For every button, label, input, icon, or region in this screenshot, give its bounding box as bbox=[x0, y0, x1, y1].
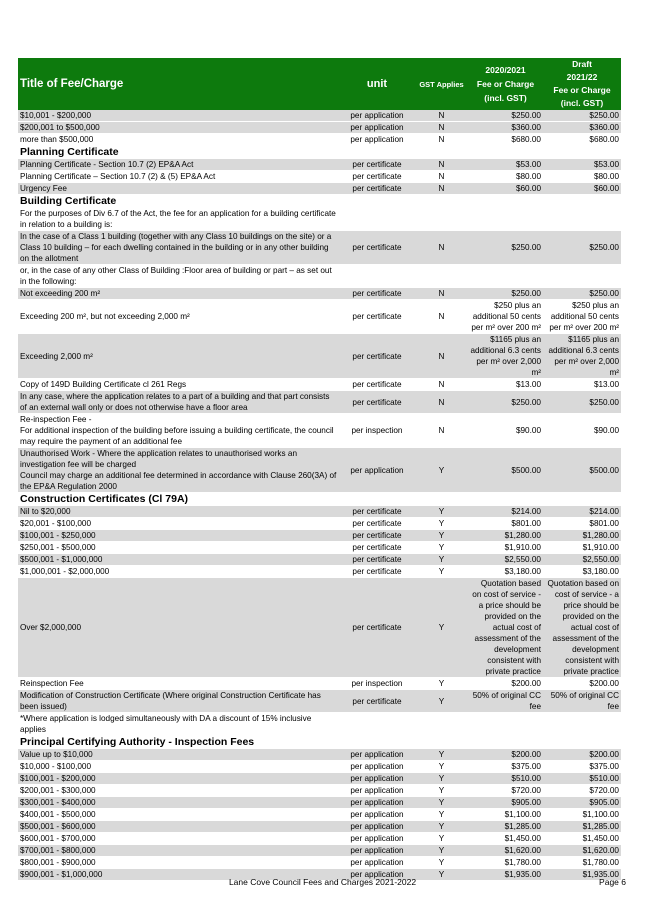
fee-2021-22-cell: $60.00 bbox=[543, 183, 621, 195]
gst-cell: Y bbox=[415, 506, 468, 518]
fee-2020-21-cell: $13.00 bbox=[468, 379, 543, 391]
table-row bbox=[18, 833, 621, 845]
fee-2021-22-cell: $250.00 bbox=[543, 288, 621, 300]
table-row bbox=[18, 749, 621, 761]
fee-2020-21-cell: $1,100.00 bbox=[468, 809, 543, 821]
gst-cell bbox=[415, 265, 468, 288]
fee-2020-21-cell bbox=[468, 713, 543, 736]
unit-cell: per certificate bbox=[339, 159, 415, 171]
unit-cell: per certificate bbox=[339, 334, 415, 379]
fee-2021-22-cell bbox=[543, 265, 621, 288]
table-row bbox=[18, 448, 621, 493]
fee-2021-22-cell: $250.00 bbox=[543, 231, 621, 265]
fees-table-body bbox=[18, 110, 621, 881]
fee-title-cell: $10,000 - $100,000 bbox=[18, 761, 339, 773]
table-row bbox=[18, 414, 621, 448]
unit-cell: per certificate bbox=[339, 690, 415, 713]
section-heading-row bbox=[18, 493, 621, 507]
fee-2021-22-cell bbox=[543, 713, 621, 736]
fee-2020-21-cell: $510.00 bbox=[468, 773, 543, 785]
fee-title-cell: $400,001 - $500,000 bbox=[18, 809, 339, 821]
gst-cell: Y bbox=[415, 578, 468, 678]
table-row bbox=[18, 183, 621, 195]
unit-cell: per certificate bbox=[339, 288, 415, 300]
unit-cell: per certificate bbox=[339, 391, 415, 414]
fee-title-cell: $600,001 - $700,000 bbox=[18, 833, 339, 845]
table-row bbox=[18, 761, 621, 773]
gst-cell: N bbox=[415, 231, 468, 265]
fee-2021-22-cell: $53.00 bbox=[543, 159, 621, 171]
gst-cell: Y bbox=[415, 530, 468, 542]
gst-cell: Y bbox=[415, 448, 468, 493]
table-row bbox=[18, 122, 621, 134]
unit-cell bbox=[339, 713, 415, 736]
fee-title-cell: Urgency Fee bbox=[18, 183, 339, 195]
table-row bbox=[18, 300, 621, 334]
table-row bbox=[18, 208, 621, 231]
unit-cell: per certificate bbox=[339, 231, 415, 265]
fee-2020-21-cell: $680.00 bbox=[468, 134, 543, 146]
gst-cell: N bbox=[415, 300, 468, 334]
gst-cell: Y bbox=[415, 761, 468, 773]
fee-2021-22-cell: $80.00 bbox=[543, 171, 621, 183]
unit-cell: per certificate bbox=[339, 506, 415, 518]
fee-title-cell: $20,001 - $100,000 bbox=[18, 518, 339, 530]
fee-2021-22-cell: $200.00 bbox=[543, 749, 621, 761]
fee-title-cell: Not exceeding 200 m² bbox=[18, 288, 339, 300]
header-fee-2021-22 bbox=[543, 58, 621, 110]
gst-cell: Y bbox=[415, 542, 468, 554]
unit-cell: per certificate bbox=[339, 171, 415, 183]
fee-2021-22-cell: $720.00 bbox=[543, 785, 621, 797]
fee-2021-22-cell: $1165 plus an additional 6.3 cents per m² over 2,000 m² bbox=[543, 334, 621, 379]
gst-cell: Y bbox=[415, 797, 468, 809]
fee-2021-22-cell: $500.00 bbox=[543, 448, 621, 493]
table-row bbox=[18, 690, 621, 713]
fee-2020-21-cell: $360.00 bbox=[468, 122, 543, 134]
gst-cell: N bbox=[415, 414, 468, 448]
unit-cell bbox=[339, 265, 415, 288]
fee-2020-21-cell: $801.00 bbox=[468, 518, 543, 530]
unit-cell: per application bbox=[339, 134, 415, 146]
fee-2020-21-cell: 50% of original CC fee bbox=[468, 690, 543, 713]
unit-cell: per certificate bbox=[339, 300, 415, 334]
fee-2020-21-cell: $200.00 bbox=[468, 749, 543, 761]
table-row bbox=[18, 171, 621, 183]
table-row bbox=[18, 134, 621, 146]
fee-title-cell: $200,001 - $300,000 bbox=[18, 785, 339, 797]
fee-2021-22-cell: $510.00 bbox=[543, 773, 621, 785]
table-row bbox=[18, 809, 621, 821]
fee-2020-21-cell: $250.00 bbox=[468, 110, 543, 122]
unit-cell: per application bbox=[339, 833, 415, 845]
fee-title-cell: Re-inspection Fee - For additional inspection of the building before issuing a building certificate, the council may require the payment of an additional fee bbox=[18, 414, 339, 448]
table-row bbox=[18, 506, 621, 518]
fee-2021-22-cell: Quotation based on cost of service - a price should be provided on the actual cost of assessment of the development consistent with private practice bbox=[543, 578, 621, 678]
unit-cell: per inspection bbox=[339, 414, 415, 448]
gst-cell: Y bbox=[415, 833, 468, 845]
fee-2021-22-cell: $250.00 bbox=[543, 110, 621, 122]
header-gst: GST Applies bbox=[415, 58, 468, 110]
fee-title-cell: $100,001 - $200,000 bbox=[18, 773, 339, 785]
fee-title-cell: *Where application is lodged simultaneously with DA a discount of 15% inclusive applies bbox=[18, 713, 339, 736]
table-header-row bbox=[18, 58, 621, 110]
fee-title-cell: Value up to $10,000 bbox=[18, 749, 339, 761]
table-row bbox=[18, 391, 621, 414]
fee-2020-21-cell: $2,550.00 bbox=[468, 554, 543, 566]
fee-2021-22-cell: $214.00 bbox=[543, 506, 621, 518]
fee-2021-22-cell: $1,935.00 bbox=[543, 869, 621, 881]
table-row bbox=[18, 821, 621, 833]
table-row bbox=[18, 379, 621, 391]
fee-2021-22-cell: $801.00 bbox=[543, 518, 621, 530]
header-fee-2021-22-line: (incl. GST) bbox=[560, 98, 604, 108]
table-row bbox=[18, 530, 621, 542]
fee-2020-21-cell bbox=[468, 208, 543, 231]
table-row bbox=[18, 785, 621, 797]
fee-title-cell: Exceeding 200 m², but not exceeding 2,000 m² bbox=[18, 300, 339, 334]
gst-cell: Y bbox=[415, 845, 468, 857]
unit-cell: per application bbox=[339, 857, 415, 869]
unit-cell: per application bbox=[339, 797, 415, 809]
fee-title-cell: For the purposes of Div 6.7 of the Act, the fee for an application for a building certificate in relation to a building is: bbox=[18, 208, 339, 231]
fee-2020-21-cell bbox=[468, 265, 543, 288]
fee-2020-21-cell: $1,620.00 bbox=[468, 845, 543, 857]
fee-title-cell: Copy of 149D Building Certificate cl 261 Regs bbox=[18, 379, 339, 391]
unit-cell: per application bbox=[339, 821, 415, 833]
gst-cell: N bbox=[415, 391, 468, 414]
fee-title-cell: $700,001 - $800,000 bbox=[18, 845, 339, 857]
fee-2020-21-cell: $60.00 bbox=[468, 183, 543, 195]
unit-cell: per application bbox=[339, 773, 415, 785]
fees-table bbox=[18, 58, 621, 881]
gst-cell: Y bbox=[415, 690, 468, 713]
fee-2020-21-cell: $1,280.00 bbox=[468, 530, 543, 542]
fee-2021-22-cell: $1,280.00 bbox=[543, 530, 621, 542]
fee-2020-21-cell: $80.00 bbox=[468, 171, 543, 183]
page-number: Page 6 bbox=[599, 877, 626, 887]
fee-2020-21-cell: $1,780.00 bbox=[468, 857, 543, 869]
gst-cell: Y bbox=[415, 821, 468, 833]
fee-title-cell: Modification of Construction Certificate (Where original Construction Certificate has been issued) bbox=[18, 690, 339, 713]
header-title: Title of Fee/Charge bbox=[18, 58, 339, 110]
fee-2021-22-cell: $905.00 bbox=[543, 797, 621, 809]
fee-2020-21-cell: $1,935.00 bbox=[468, 869, 543, 881]
gst-cell: N bbox=[415, 159, 468, 171]
fee-2021-22-cell: $1,620.00 bbox=[543, 845, 621, 857]
fee-2021-22-cell: $1,780.00 bbox=[543, 857, 621, 869]
fee-2020-21-cell: $1,285.00 bbox=[468, 821, 543, 833]
fee-2020-21-cell: Quotation based on cost of service - a price should be provided on the actual cost of assessment of the development consistent with private practice bbox=[468, 578, 543, 678]
section-heading-row bbox=[18, 736, 621, 750]
fee-2021-22-cell: $3,180.00 bbox=[543, 566, 621, 578]
table-row bbox=[18, 334, 621, 379]
fee-title-cell: $800,001 - $900,000 bbox=[18, 857, 339, 869]
unit-cell: per certificate bbox=[339, 554, 415, 566]
fee-2020-21-cell: $250.00 bbox=[468, 231, 543, 265]
fee-2021-22-cell: $2,550.00 bbox=[543, 554, 621, 566]
header-fee-2020-21-line: Fee or Charge bbox=[476, 79, 535, 89]
fee-title-cell: $300,001 - $400,000 bbox=[18, 797, 339, 809]
table-row bbox=[18, 773, 621, 785]
fee-2021-22-cell: $1,910.00 bbox=[543, 542, 621, 554]
fee-title-cell: $100,001 - $250,000 bbox=[18, 530, 339, 542]
fee-title-cell: Nil to $20,000 bbox=[18, 506, 339, 518]
fee-2020-21-cell: $214.00 bbox=[468, 506, 543, 518]
gst-cell: Y bbox=[415, 773, 468, 785]
gst-cell: N bbox=[415, 379, 468, 391]
table-row bbox=[18, 857, 621, 869]
gst-cell: Y bbox=[415, 749, 468, 761]
fee-2021-22-cell: $250.00 bbox=[543, 391, 621, 414]
fee-2020-21-cell: $250.00 bbox=[468, 288, 543, 300]
fee-title-cell: $10,001 - $200,000 bbox=[18, 110, 339, 122]
unit-cell: per certificate bbox=[339, 542, 415, 554]
fee-2021-22-cell: $90.00 bbox=[543, 414, 621, 448]
fee-2020-21-cell: $500.00 bbox=[468, 448, 543, 493]
fee-2021-22-cell: $1,285.00 bbox=[543, 821, 621, 833]
gst-cell: Y bbox=[415, 518, 468, 530]
fee-2020-21-cell: $53.00 bbox=[468, 159, 543, 171]
fee-2020-21-cell: $250.00 bbox=[468, 391, 543, 414]
unit-cell: per certificate bbox=[339, 530, 415, 542]
gst-cell: Y bbox=[415, 857, 468, 869]
unit-cell: per application bbox=[339, 869, 415, 881]
gst-cell bbox=[415, 208, 468, 231]
table-row bbox=[18, 110, 621, 122]
gst-cell: N bbox=[415, 134, 468, 146]
table-row bbox=[18, 554, 621, 566]
section-heading-row bbox=[18, 195, 621, 209]
fee-title-cell: Planning Certificate – Section 10.7 (2) & (5) EP&A Act bbox=[18, 171, 339, 183]
gst-cell: N bbox=[415, 334, 468, 379]
table-row bbox=[18, 231, 621, 265]
fee-title-cell: Over $2,000,000 bbox=[18, 578, 339, 678]
fee-2020-21-cell: $3,180.00 bbox=[468, 566, 543, 578]
fee-2020-21-cell: $1,450.00 bbox=[468, 833, 543, 845]
unit-cell: per application bbox=[339, 749, 415, 761]
gst-cell: N bbox=[415, 288, 468, 300]
fee-title-cell: Unauthorised Work - Where the application relates to unauthorised works an investigation fee will be charged Council may charge an additional fee determined in accordance with Clause 260(3A) of the EP&A Regulation 2000 bbox=[18, 448, 339, 493]
fee-2021-22-cell: $250 plus an additional 50 cents per m² over 200 m² bbox=[543, 300, 621, 334]
gst-cell bbox=[415, 713, 468, 736]
gst-cell: Y bbox=[415, 785, 468, 797]
table-row bbox=[18, 542, 621, 554]
table-row bbox=[18, 845, 621, 857]
table-row bbox=[18, 518, 621, 530]
gst-cell: Y bbox=[415, 809, 468, 821]
fee-title-cell: $900,001 - $1,000,000 bbox=[18, 869, 339, 881]
fee-title-cell: $500,001 - $1,000,000 bbox=[18, 554, 339, 566]
table-row bbox=[18, 713, 621, 736]
footer-title: Lane Cove Council Fees and Charges 2021-2022 bbox=[228, 877, 417, 887]
fee-2020-21-cell: $250 plus an additional 50 cents per m² over 200 m² bbox=[468, 300, 543, 334]
table-row bbox=[18, 678, 621, 690]
unit-cell: per certificate bbox=[339, 379, 415, 391]
gst-cell: N bbox=[415, 183, 468, 195]
gst-cell: N bbox=[415, 122, 468, 134]
fee-2020-21-cell: $200.00 bbox=[468, 678, 543, 690]
unit-cell: per certificate bbox=[339, 578, 415, 678]
table-row bbox=[18, 578, 621, 678]
fee-2021-22-cell: 50% of original CC fee bbox=[543, 690, 621, 713]
table-row bbox=[18, 159, 621, 171]
fee-2020-21-cell: $375.00 bbox=[468, 761, 543, 773]
fee-title-cell: Reinspection Fee bbox=[18, 678, 339, 690]
fee-2020-21-cell: $905.00 bbox=[468, 797, 543, 809]
fee-2021-22-cell: $360.00 bbox=[543, 122, 621, 134]
fee-title-cell: or, in the case of any other Class of Building :Floor area of building or part – as set out in the following: bbox=[18, 265, 339, 288]
unit-cell: per application bbox=[339, 110, 415, 122]
section-heading: Building Certificate bbox=[18, 195, 621, 209]
table-row bbox=[18, 797, 621, 809]
fee-2021-22-cell: $1,450.00 bbox=[543, 833, 621, 845]
fee-title-cell: $200,001 to $500,000 bbox=[18, 122, 339, 134]
unit-cell: per certificate bbox=[339, 566, 415, 578]
table-row bbox=[18, 288, 621, 300]
unit-cell: per application bbox=[339, 809, 415, 821]
fee-title-cell: In any case, where the application relates to a part of a building and that part consists of an external wall only or does not otherwise have a floor area bbox=[18, 391, 339, 414]
section-heading: Principal Certifying Authority - Inspection Fees bbox=[18, 736, 621, 750]
unit-cell bbox=[339, 208, 415, 231]
fee-title-cell: more than $500,000 bbox=[18, 134, 339, 146]
fee-2021-22-cell: $375.00 bbox=[543, 761, 621, 773]
fee-2021-22-cell: $13.00 bbox=[543, 379, 621, 391]
unit-cell: per application bbox=[339, 448, 415, 493]
section-heading: Construction Certificates (Cl 79A) bbox=[18, 493, 621, 507]
header-fee-2021-22-line: 2021/22 bbox=[566, 72, 598, 82]
fee-2021-22-cell bbox=[543, 208, 621, 231]
fee-title-cell: $1,000,001 - $2,000,000 bbox=[18, 566, 339, 578]
header-fee-2020-21-line: 2020/2021 bbox=[485, 65, 526, 75]
fee-2020-21-cell: $720.00 bbox=[468, 785, 543, 797]
header-fee-2020-21-line: (incl. GST) bbox=[484, 93, 527, 103]
unit-cell: per application bbox=[339, 122, 415, 134]
header-fee-2021-22-line: Draft bbox=[572, 59, 592, 69]
unit-cell: per application bbox=[339, 761, 415, 773]
unit-cell: per inspection bbox=[339, 678, 415, 690]
fee-2020-21-cell: $1,910.00 bbox=[468, 542, 543, 554]
gst-cell: N bbox=[415, 171, 468, 183]
fee-title-cell: $250,001 - $500,000 bbox=[18, 542, 339, 554]
fee-title-cell: $500,001 - $600,000 bbox=[18, 821, 339, 833]
fee-title-cell: In the case of a Class 1 building (together with any Class 10 buildings on the site) or a Class 10 building – for each dwelling contained in the building or in any other building on the allotment bbox=[18, 231, 339, 265]
fee-2021-22-cell: $200.00 bbox=[543, 678, 621, 690]
unit-cell: per certificate bbox=[339, 183, 415, 195]
fee-2020-21-cell: $1165 plus an additional 6.3 cents per m² over 2,000 m² bbox=[468, 334, 543, 379]
gst-cell: N bbox=[415, 110, 468, 122]
gst-cell: Y bbox=[415, 678, 468, 690]
fee-2020-21-cell: $90.00 bbox=[468, 414, 543, 448]
unit-cell: per certificate bbox=[339, 518, 415, 530]
gst-cell: Y bbox=[415, 554, 468, 566]
fee-title-cell: Planning Certificate - Section 10.7 (2) EP&A Act bbox=[18, 159, 339, 171]
table-row bbox=[18, 265, 621, 288]
fee-2021-22-cell: $680.00 bbox=[543, 134, 621, 146]
fee-2021-22-cell: $1,100.00 bbox=[543, 809, 621, 821]
unit-cell: per application bbox=[339, 785, 415, 797]
header-fee-2020-21 bbox=[468, 58, 543, 110]
header-unit: unit bbox=[339, 58, 415, 110]
fee-title-cell: Exceeding 2,000 m² bbox=[18, 334, 339, 379]
gst-cell: Y bbox=[415, 869, 468, 881]
section-heading-row bbox=[18, 146, 621, 160]
table-row bbox=[18, 566, 621, 578]
header-fee-2021-22-line: Fee or Charge bbox=[553, 85, 611, 95]
section-heading: Planning Certificate bbox=[18, 146, 621, 160]
unit-cell: per application bbox=[339, 845, 415, 857]
gst-cell: Y bbox=[415, 566, 468, 578]
